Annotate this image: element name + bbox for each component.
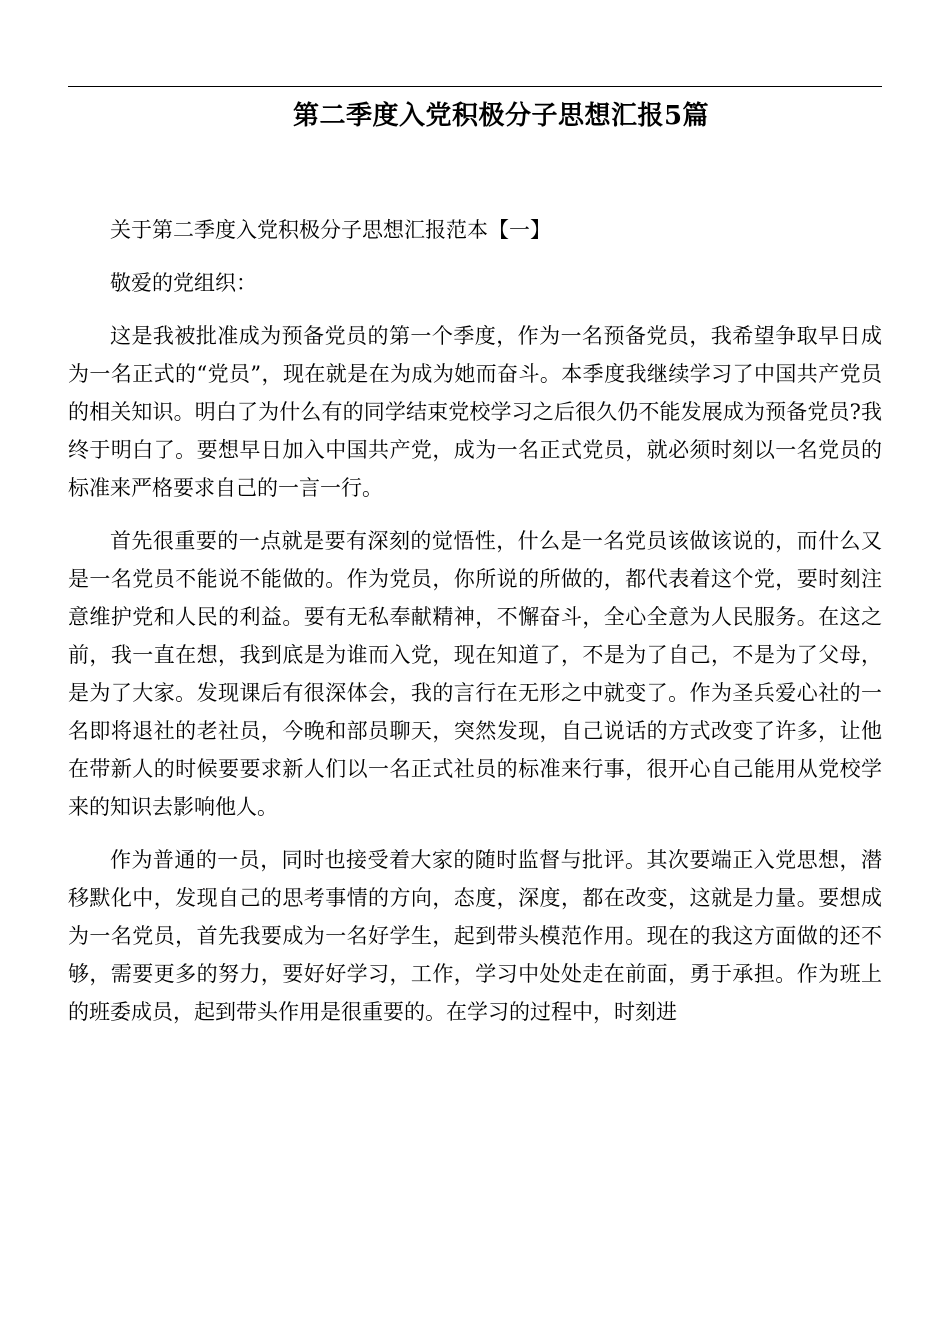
section-heading: 关于第二季度入党积极分子思想汇报范本【一】	[110, 218, 551, 242]
body-paragraph: 这是我被批准成为预备党员的第一个季度，作为一名预备党员，我希望争取早日成为一名正式的“党员”，现在就是在为成为她而奋斗。本季度我继续学习了中国共产党员的相关知识。明白了为什么有的同学结束党校学习之后很久仍不能发展成为预备党员?我终于明白了。要想早日加入中国共产党，成为一名正式党员，就必须时刻以一名党员的标准来严格要求自己的一言一行。	[68, 324, 882, 500]
body-paragraph: 作为普通的一员，同时也接受着大家的随时监督与批评。其次要端正入党思想，潜移默化中，发现自己的思考事情的方向，态度，深度，都在改变，这就是力量。要想成为一名党员，首先我要成为一名好学生，起到带头模范作用。现在的我这方面做的还不够，需要更多的努力，要好好学习，工作，学习中处处走在前面，勇于承担。作为班上的班委成员，起到带头作用是很重要的。在学习的过程中，时刻进	[68, 848, 882, 1024]
document-body	[68, 211, 882, 1031]
body-paragraph: 首先很重要的一点就是要有深刻的觉悟性，什么是一名党员该做该说的，而什么又是一名党员不能说不能做的。作为党员，你所说的所做的，都代表着这个党，要时刻注意维护党和人民的利益。要有无私奉献精神，不懈奋斗，全心全意为人民服务。在这之前，我一直在想，我到底是为谁而入党，现在知道了，不是为了自己，不是为了父母，是为了大家。发现课后有很深体会，我的言行在无形之中就变了。作为圣兵爱心社的一名即将退社的老社员，今晚和部员聊天，突然发现，自己说话的方式改变了许多，让他在带新人的时候要要求新人们以一名正式社员的标准来行事，很开心自己能用从党校学来的知识去影响他人。	[68, 529, 882, 819]
header-rule	[68, 86, 882, 87]
salutation: 敬爱的党组织：	[110, 271, 257, 295]
document-title: 第二季度入党积极分子思想汇报5篇	[292, 101, 710, 131]
